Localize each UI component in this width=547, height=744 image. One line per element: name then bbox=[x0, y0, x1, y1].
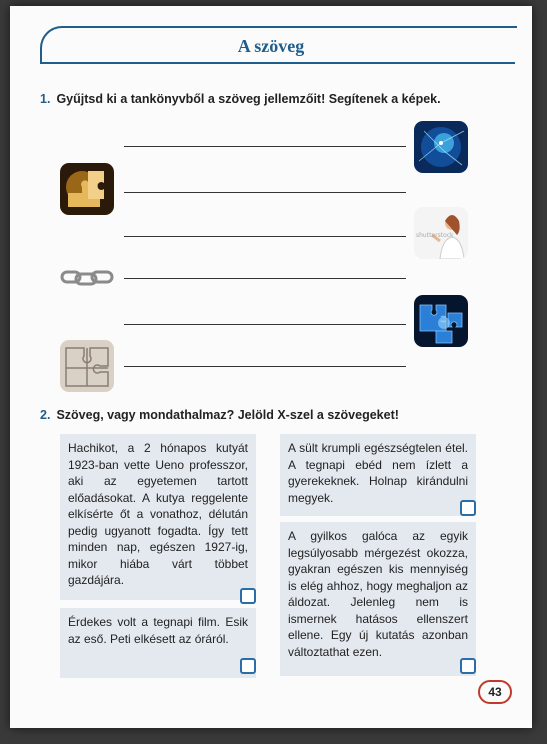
chain-links-image bbox=[60, 254, 114, 306]
text-box-3: A sült krumpli egészségtelen étel. A tegnapi ebéd nem ízlett a gyerekeknek. Holnap kirándulni megyek. bbox=[280, 434, 476, 516]
exercise-1-number: 1. bbox=[40, 92, 51, 106]
answer-line-4[interactable] bbox=[124, 278, 406, 279]
page-number-badge: 43 bbox=[478, 680, 512, 704]
digital-network-image bbox=[414, 121, 468, 173]
answer-line-5[interactable] bbox=[124, 324, 406, 325]
checkbox-box-4[interactable] bbox=[460, 658, 476, 674]
exercise-2-text: Szöveg, vagy mondathalmaz? Jelöld X-szel a szövegeket! bbox=[56, 408, 399, 422]
checkbox-box-2[interactable] bbox=[240, 658, 256, 674]
answer-line-2[interactable] bbox=[124, 192, 406, 193]
exercise-1-text: Gyűjtsd ki a tankönyvből a szöveg jellemzőit! Segítenek a képek. bbox=[56, 92, 441, 106]
text-box-1: Hachikot, a 2 hónapos kutyát 1923-ban vette Ueno professzor, aki az egyetemen tartott előadásokat. A kutya reggelente elkísérte őt a vonathoz, délután pedig ugyanott fogadta. Így tett minden nap, egészen 1927-ig, mikor hiába várt többet gazdájára. bbox=[60, 434, 256, 600]
puzzle-outline-image bbox=[60, 340, 114, 392]
workbook-page bbox=[10, 6, 532, 728]
answer-line-1[interactable] bbox=[124, 146, 406, 147]
page-title: A szöveg bbox=[237, 36, 305, 56]
title-underline bbox=[40, 62, 515, 64]
answer-line-3[interactable] bbox=[124, 236, 406, 237]
blue-puzzle-image bbox=[414, 295, 468, 347]
svg-text:shutterstock: shutterstock bbox=[416, 232, 454, 239]
checkbox-box-1[interactable] bbox=[240, 588, 256, 604]
answer-line-6[interactable] bbox=[124, 366, 406, 367]
exercise-2-prompt bbox=[40, 408, 399, 422]
exercise-2-number: 2. bbox=[40, 408, 51, 422]
speaking-woman-image bbox=[414, 207, 468, 259]
text-box-4: A gyilkos galóca az egyik legsúlyosabb mérgezést okozza, gyakran egészen kis mennyiség is elég ahhoz, hogy meghaljon az áldozat. Jelenleg nem is ismernek hatásos ellenszert ellene. Egy új kutatás azonban változtathat ezen. bbox=[280, 522, 476, 676]
puzzle-pieces-gold-image bbox=[60, 163, 114, 215]
checkbox-box-3[interactable] bbox=[460, 500, 476, 516]
text-box-2: Érdekes volt a tegnapi film. Esik az eső. Peti elkésett az óráról. bbox=[60, 608, 256, 678]
exercise-1-prompt bbox=[40, 92, 441, 106]
